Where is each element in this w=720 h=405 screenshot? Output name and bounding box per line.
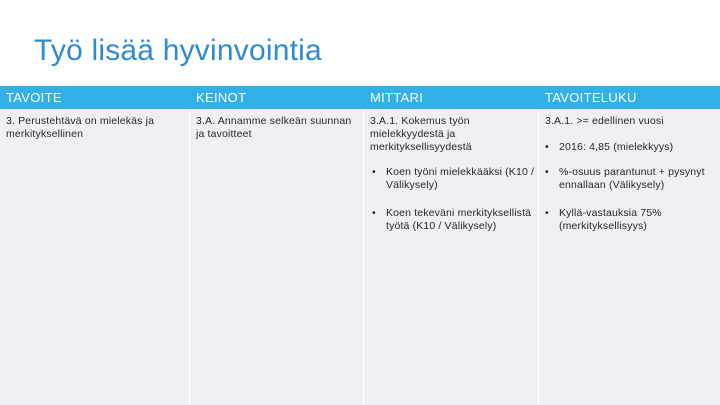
tavoiteluku-bullet-3: Kyllä-vastauksia 75% (merkityksellisyys)	[559, 207, 662, 232]
list-item	[372, 166, 535, 192]
column-divider	[189, 109, 190, 405]
bullet-icon: •	[372, 207, 376, 219]
column-divider	[538, 109, 539, 405]
slide-title: Työ lisää hyvinvointia	[34, 34, 322, 67]
bullet-icon: •	[545, 141, 549, 153]
header-keinot: KEINOT	[196, 90, 247, 105]
cell-keinot: 3.A. Annamme selkeän suunnan ja tavoitteet	[196, 115, 352, 140]
list-item	[545, 141, 715, 154]
bullet-icon: •	[545, 166, 549, 178]
list-item	[372, 207, 538, 233]
header-tavoiteluku: TAVOITELUKU	[545, 90, 637, 105]
bullet-icon: •	[372, 166, 376, 178]
mittari-bullet-2: Koen tekeväni merkityksellistä työtä (K10 / Välikysely)	[386, 207, 532, 232]
goals-table	[0, 86, 720, 405]
table-body	[0, 109, 720, 405]
list-item	[545, 166, 717, 192]
list-item	[545, 207, 695, 233]
cell-mittari-intro: 3.A.1. Kokemus työn mielekkyydestä ja merkityksellisyydestä	[370, 115, 472, 153]
header-mittari: MITTARI	[370, 90, 424, 105]
mittari-bullet-1: Koen työni mielekkääksi (K10 / Välikysely)	[386, 166, 535, 191]
table-header	[0, 86, 720, 109]
tavoiteluku-bullet-2: %-osuus parantunut + pysynyt ennallaan (Välikysely)	[559, 166, 705, 191]
cell-tavoiteluku-intro: 3.A.1. >= edellinen vuosi	[545, 115, 664, 127]
cell-tavoite: 3. Perustehtävä on mielekäs ja merkityksellinen	[6, 115, 155, 140]
bullet-icon: •	[545, 207, 549, 219]
column-divider	[363, 109, 364, 405]
tavoiteluku-bullet-1: 2016: 4,85 (mielekkyys)	[559, 141, 674, 153]
header-tavoite: TAVOITE	[6, 90, 62, 105]
